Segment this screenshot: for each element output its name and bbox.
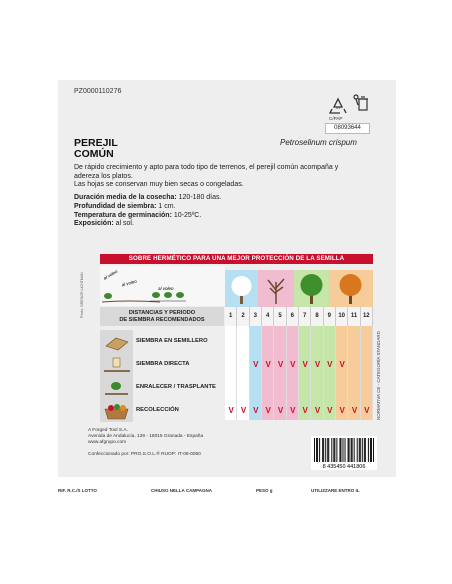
month-check-mark: V xyxy=(290,360,296,369)
month-check-mark: V xyxy=(327,406,333,415)
recycle-block xyxy=(326,87,376,123)
month-column xyxy=(361,307,373,420)
sowing-illustration xyxy=(100,266,225,306)
product-code: PZ0000110276 xyxy=(74,88,122,95)
product-title xyxy=(74,138,118,160)
barcode-bar xyxy=(362,438,363,462)
barcode-bar xyxy=(352,438,353,462)
barcode-bar xyxy=(370,438,371,462)
barcode-bar xyxy=(368,438,369,462)
month-check-mark: V xyxy=(314,406,321,415)
barcode-bar xyxy=(328,438,329,462)
month-column xyxy=(225,307,237,420)
barcode-bar xyxy=(342,438,343,462)
month-check-mark: V xyxy=(314,360,321,369)
footer-weight: PESO g xyxy=(256,488,273,493)
barcode-bar xyxy=(322,438,323,462)
barcode-bar xyxy=(371,438,372,462)
month-number: 5 xyxy=(274,307,286,326)
barcode-bar xyxy=(365,438,366,462)
footer-use-by: UTILIZZARE ENTRO IL xyxy=(311,488,360,493)
trash-bin-icon xyxy=(354,95,368,110)
spring-tree-icon xyxy=(258,270,294,308)
barcode-bar xyxy=(348,438,349,462)
month-number: 1 xyxy=(225,307,237,326)
barcode-bar xyxy=(349,438,350,462)
month-check-mark: V xyxy=(327,360,333,369)
barcode-bar xyxy=(317,438,318,462)
barcode-bar xyxy=(357,438,358,462)
sowing-label-3: al voleo xyxy=(158,286,174,291)
transplant-icon xyxy=(100,376,133,399)
category-note: NORMATIVA CE - CATEGORÍA STANDARD xyxy=(376,331,381,420)
footer-closed: CHIUSO NELLA CAMPAGNA xyxy=(151,488,212,493)
row-label-harvest: RECOLECCIÓN xyxy=(136,407,179,413)
row-harvest xyxy=(100,399,224,422)
row-thin xyxy=(100,376,224,399)
sowing-label-2: al voleo xyxy=(121,278,138,288)
autumn-tree-icon xyxy=(329,270,373,308)
month-check-mark: V xyxy=(364,406,370,415)
barcode-bar xyxy=(351,438,352,462)
harvest-basket-icon xyxy=(100,399,133,422)
barcode-bar xyxy=(334,438,335,462)
spec-temperature: Temperatura de germinación: 10-25ºC. xyxy=(74,211,202,219)
barcode-bar xyxy=(345,438,346,462)
month-check-mark: V xyxy=(339,406,345,415)
month-number: 4 xyxy=(262,307,274,326)
title-line2: COMÚN xyxy=(74,148,114,160)
month-check-mark: V xyxy=(253,406,259,415)
month-check-mark: V xyxy=(228,406,234,415)
row-label-transplant: ENRALECER / TRASPLANTE xyxy=(136,384,216,390)
title-line1: PEREJIL xyxy=(74,137,118,149)
month-column xyxy=(237,307,249,420)
sowing-label-1: al voleo xyxy=(102,268,119,281)
month-number: 11 xyxy=(348,307,360,326)
seedbed-icon xyxy=(100,330,133,353)
barcode-bar xyxy=(336,438,337,462)
barcode-bar xyxy=(373,438,374,462)
barcode-bar xyxy=(340,438,341,462)
month-number: 8 xyxy=(311,307,323,326)
barcode-bar xyxy=(316,438,317,462)
description: De rápido crecimiento y apto para todo tipo de terrenos, el perejil común acompaña y adereza los platos. Las hojas se conservan muy bien secas o congeladas. xyxy=(74,164,339,189)
winter-tree-icon xyxy=(225,270,258,308)
barcode-bar xyxy=(314,438,315,462)
direct-sowing-icon xyxy=(100,353,133,376)
month-check-mark: V xyxy=(240,406,247,415)
row-direct xyxy=(100,353,224,376)
specs-list xyxy=(74,194,374,229)
month-number: 2 xyxy=(237,307,249,326)
month-column xyxy=(348,307,360,420)
barcode-bar xyxy=(331,438,332,462)
address-block: A Forged Tool S.A. Avenida de Andalucía, 139 - 18015 Granada - España www.afgrupo.com Confeccionado por: PRO.S.O.L.® RUOP: IT-08-0060 xyxy=(88,428,204,457)
recycle-icon xyxy=(326,87,376,123)
month-check-mark: V xyxy=(277,406,284,415)
spec-harvest: Duración media de la cosecha: 120-180 días. xyxy=(74,194,222,201)
barcode-bar xyxy=(339,438,340,462)
month-check-mark: V xyxy=(302,406,308,415)
month-number: 3 xyxy=(250,307,262,326)
barcode-bar xyxy=(360,438,361,462)
barcode-bar xyxy=(359,438,360,462)
month-check-mark: V xyxy=(277,360,284,369)
month-check-mark: V xyxy=(339,360,345,369)
barcode-bar xyxy=(325,438,326,462)
spec-depth: Profundidad de siembra: 1 cm. xyxy=(74,202,176,210)
month-check-mark: V xyxy=(253,360,259,369)
barcode-bar xyxy=(319,438,320,462)
barcode-bar xyxy=(333,438,334,462)
month-check-mark: V xyxy=(290,406,296,415)
row-seedbed xyxy=(100,330,224,353)
month-number: 12 xyxy=(361,307,373,326)
month-number: 9 xyxy=(324,307,336,326)
summer-tree-icon xyxy=(294,270,329,308)
barcode-bar xyxy=(354,438,355,462)
month-number: 10 xyxy=(336,307,348,326)
barcode-bar xyxy=(364,438,365,462)
recycle-material-code: 01 xyxy=(336,105,341,110)
barcode-graphic xyxy=(311,436,377,470)
lot-code: 08093644 xyxy=(325,123,370,134)
month-check-mark: V xyxy=(265,360,271,369)
hermetic-banner: SOBRE HERMÉTICO PARA UNA MEJOR PROTECCIÓN DE LA SEMILLA xyxy=(100,254,373,264)
month-check-mark: V xyxy=(351,406,358,415)
footer-lot: RIF. R.C./S LOTTO xyxy=(58,488,97,493)
month-grid xyxy=(225,307,373,420)
row-label-seedbed: SIEMBRA EN SEMILLERO xyxy=(136,338,208,344)
barcode-number: 8 435450 441806 xyxy=(322,464,366,470)
month-check-mark: V xyxy=(265,406,271,415)
month-check-mark: V xyxy=(302,360,308,369)
recycle-material-label: C/PAP xyxy=(329,116,343,121)
spec-exposure: Exposición: al sol. xyxy=(74,220,134,228)
month-number: 7 xyxy=(299,307,311,326)
barcode-bar xyxy=(327,438,328,462)
latin-name: Petroselinum crispum xyxy=(280,138,357,147)
barcode xyxy=(311,436,377,470)
photo-credit: Photo: GREGOR LICHTMAN xyxy=(80,272,84,318)
month-number: 6 xyxy=(287,307,299,326)
barcode-bar xyxy=(323,438,324,462)
row-label-direct: SIEMBRA DIRECTA xyxy=(136,361,190,367)
table-header: DISTANCIAS Y PERIODO DE SIEMBRA RECOMENDADOS xyxy=(100,307,224,326)
